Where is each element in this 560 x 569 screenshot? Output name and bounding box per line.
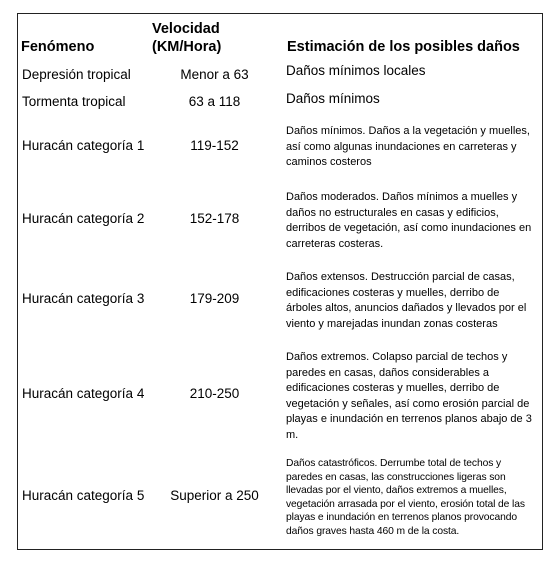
danos-cell: Daños extremos. Colapso parcial de techos y paredes en casas, daños considerables a edificaciones costeras y muelles, derribo de vegetación y señales, así como erosión parcial de playas e inundación en terrenos planos abajo de 3 m. bbox=[286, 351, 532, 441]
fenomeno-cell: Huracán categoría 4 bbox=[22, 386, 145, 401]
fenomeno-cell: Huracán categoría 2 bbox=[22, 211, 145, 226]
danos-cell: Daños mínimos. Daños a la vegetación y muelles, así como algunas inundaciones en carreteras y caminos costeros bbox=[286, 125, 530, 168]
fenomeno-cell: Huracán categoría 3 bbox=[22, 291, 145, 306]
fenomeno-cell: Huracán categoría 1 bbox=[22, 138, 145, 153]
velocidad-cell: 179-209 bbox=[189, 291, 240, 306]
danos-cell: Daños mínimos locales bbox=[286, 63, 426, 78]
danos-cell: Daños catastróficos. Derrumbe total de techos y paredes en casas, las construcciones ligeras son llevadas por el viento, daños extremos a muelles, vegetación arrasada por el viento, erosión total de las playas e inundación en terrenos planos provocando daños graves hasta 460 m de la costa. bbox=[286, 458, 525, 537]
velocidad-cell: 63 a 118 bbox=[188, 94, 241, 109]
velocidad-cell: 210-250 bbox=[189, 386, 240, 401]
fenomeno-cell: Depresión tropical bbox=[22, 67, 131, 82]
danos-cell: Daños extensos. Destrucción parcial de casas, edificaciones costeras y muelles, derribo de árboles altos, anuncios dañados y llevados por el viento y marejadas inundan zonas costeras bbox=[286, 271, 527, 330]
fenomeno-cell: Tormenta tropical bbox=[22, 94, 126, 109]
header-velocidad: Velocidad (KM/Hora) bbox=[152, 21, 222, 55]
header-fenomeno: Fenómeno bbox=[21, 39, 95, 55]
velocidad-cell: 119-152 bbox=[190, 138, 239, 153]
velocidad-cell: Superior a 250 bbox=[170, 488, 259, 503]
velocidad-cell: 152-178 bbox=[189, 211, 240, 226]
header-estimacion: Estimación de los posibles daños bbox=[287, 39, 520, 55]
fenomeno-cell: Huracán categoría 5 bbox=[22, 488, 145, 503]
danos-cell: Daños mínimos bbox=[286, 91, 380, 106]
velocidad-cell: Menor a 63 bbox=[180, 67, 249, 82]
danos-cell: Daños moderados. Daños mínimos a muelles y daños no estructurales en casas y edificios, derribos de vegetación, así como inundaciones en carreteras costeras. bbox=[286, 191, 532, 250]
